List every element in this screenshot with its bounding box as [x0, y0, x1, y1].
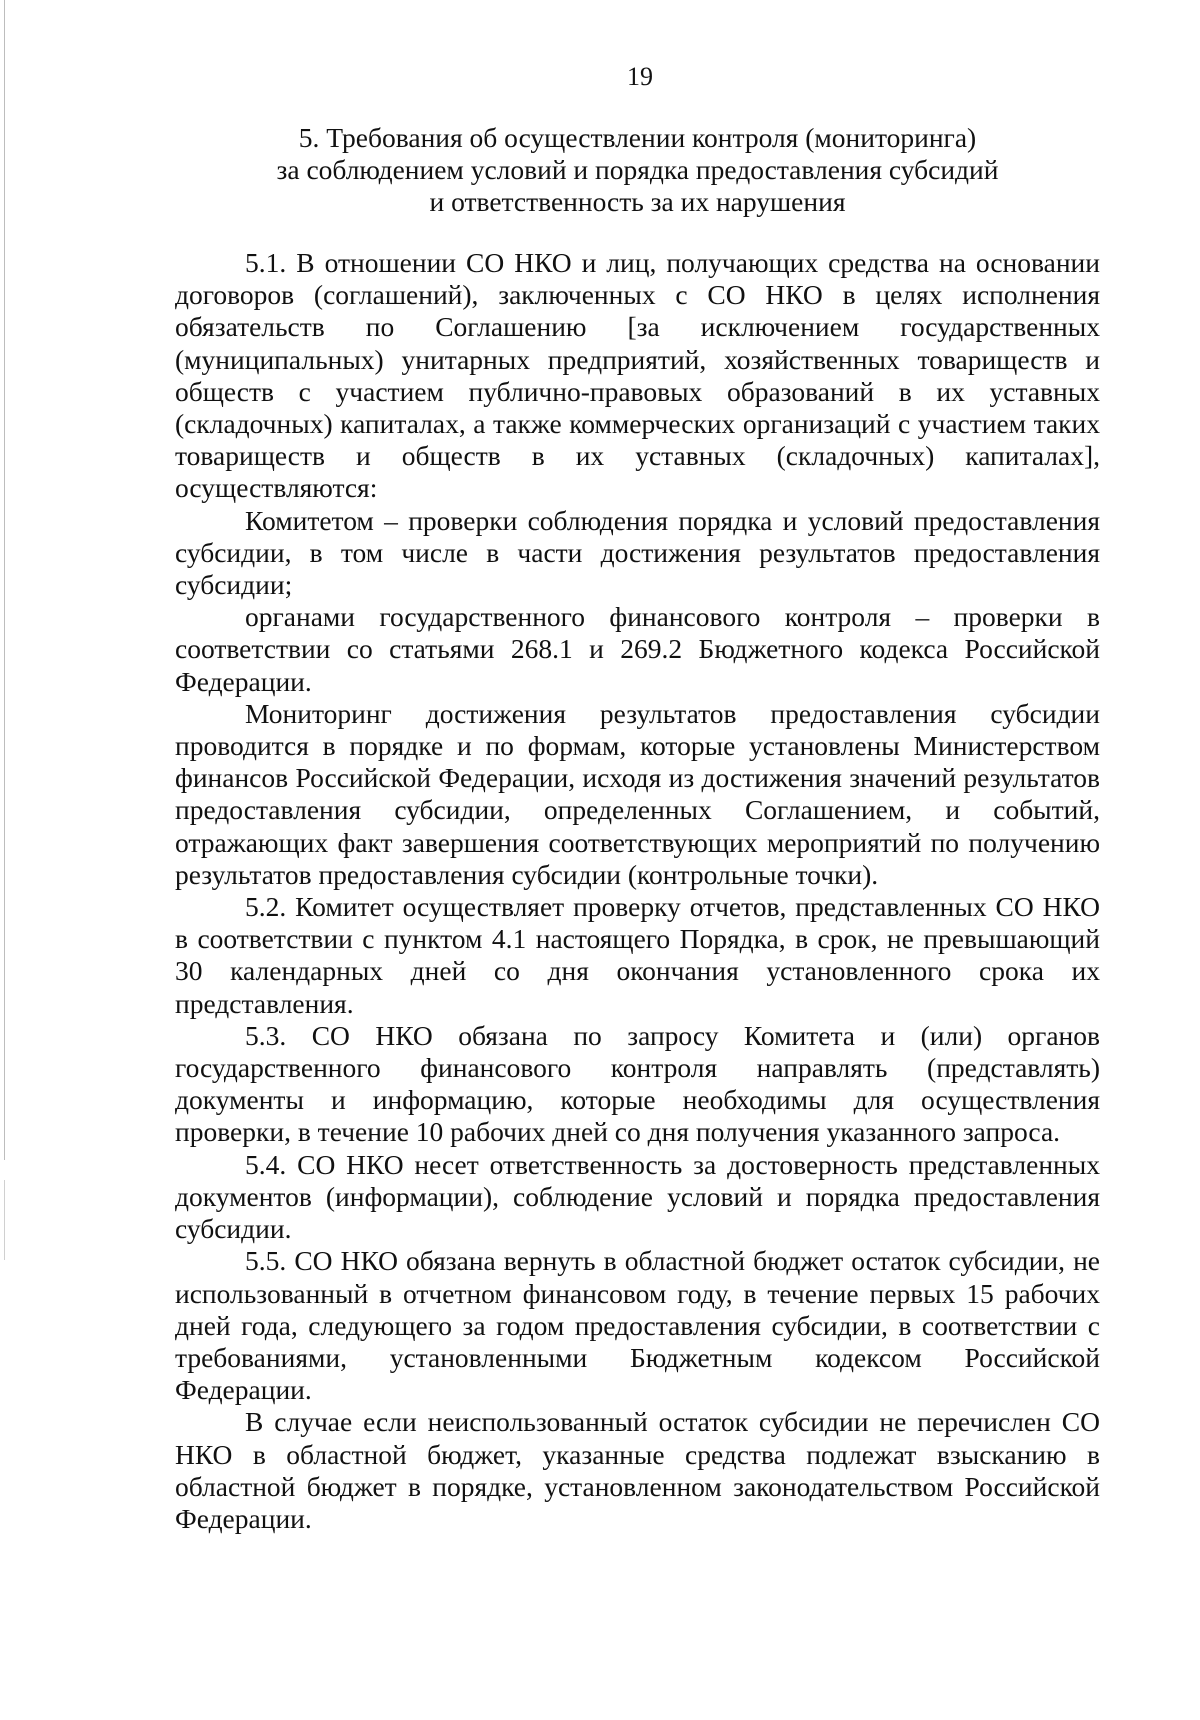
paragraph-5-3: 5.3. СО НКО обязана по запросу Комитета и (или) органов государственного финансового контроля направлять (представлять) документы и информацию, которые необходимы для осуществления проверки, в течение 10 рабочих дней со дня получения указанного запроса. — [175, 1019, 1100, 1148]
scan-edge-line — [4, 0, 5, 1160]
paragraph-5-4: 5.4. СО НКО несет ответственность за достоверность представленных документов (информации), соблюдение условий и порядка предоставления субсидии. — [175, 1148, 1100, 1245]
paragraph-monitoring: Мониторинг достижения результатов предоставления субсидии проводится в порядке и по формам, которые установлены Министерством финансов Российской Федерации, исходя из достижения значений результатов предоставления субсидии, определенных Соглашением, и событий, отражающих факт завершения соответствующих мероприятий по получению результатов предоставления субсидии (контрольные точки). — [175, 697, 1100, 890]
paragraph-committee-checks: Комитетом – проверки соблюдения порядка и условий предоставления субсидии, в том числе в части достижения результатов предоставления субсидии; — [175, 504, 1100, 601]
section-heading-line-1: 5. Требования об осуществлении контроля (мониторинга) — [298, 122, 977, 153]
document-body — [175, 247, 1100, 1535]
scan-edge-line-lower — [4, 1180, 5, 1260]
section-heading-line-2: за соблюдением условий и порядка предоставления субсидий — [276, 154, 999, 185]
section-heading-line-3: и ответственность за их нарушения — [429, 186, 846, 217]
paragraph-5-2: 5.2. Комитет осуществляет проверку отчетов, представленных СО НКО в соответствии с пунктом 4.1 настоящего Порядка, в срок, не превышающий 30 календарных дней со дня окончания установленного срока их представления. — [175, 891, 1100, 1019]
section-heading — [175, 122, 1100, 218]
page-number: 19 — [627, 62, 653, 91]
paragraph-5-5: 5.5. СО НКО обязана вернуть в областной бюджет остаток субсидии, не использованный в отчетном финансовом году, в течение первых 15 рабочих дней года, следующего за годом предоставления субсидии, в соответствии с требованиями, установленными Бюджетным кодексом Российской Федерации. — [175, 1245, 1100, 1406]
paragraph-5-1: 5.1. В отношении СО НКО и лиц, получающих средства на основании договоров (соглашений), заключенных с СО НКО в целях исполнения обязательств по Соглашению [за исключением государственных (муниципальных) унитарных предприятий, хозяйственных товариществ и обществ с участием публично-правовых образований в их уставных (складочных) капиталах, а также коммерческих организаций с участием таких товариществ и обществ в их уставных (складочных) капиталах], осуществляются: — [175, 247, 1100, 504]
paragraph-unused-balance: В случае если неиспользованный остаток субсидии не перечислен СО НКО в областной бюджет, указанные средства подлежат взысканию в областной бюджет в порядке, установленном законодательством Российской Федерации. — [175, 1406, 1100, 1534]
paragraph-financial-control: органами государственного финансового контроля – проверки в соответствии со статьями 268.1 и 269.2 Бюджетного кодекса Российской Федерации. — [175, 601, 1100, 697]
